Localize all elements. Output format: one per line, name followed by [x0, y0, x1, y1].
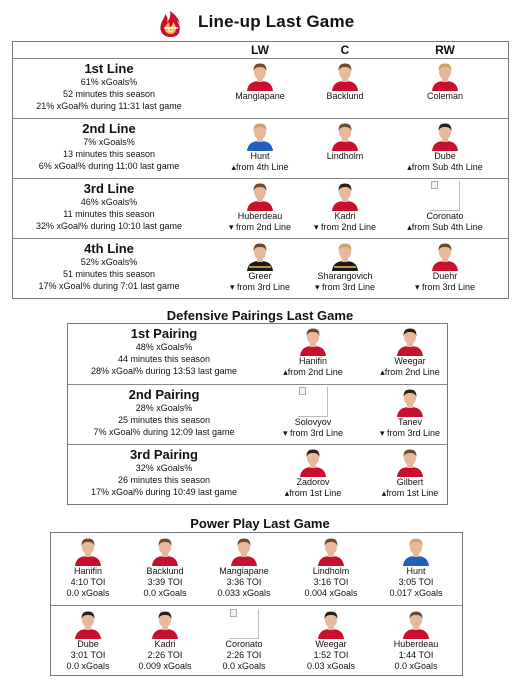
- player-toi: 3:36 TOI: [226, 577, 262, 587]
- player-card[interactable]: [295, 121, 395, 162]
- player-name: Gilbert: [396, 477, 424, 487]
- player-line-change: ▴from 2nd Line: [380, 367, 440, 377]
- unit-last-game: 28% xGoal% during 13:53 last game: [90, 366, 238, 376]
- player-line-change: ▾ from 3rd Line: [314, 282, 376, 292]
- player-toi: 2:26 TOI: [226, 650, 262, 660]
- player-toi: 3:01 TOI: [70, 650, 106, 660]
- player-headshot: [395, 326, 425, 356]
- unit-minutes: 13 minutes this season: [62, 149, 156, 159]
- player-xgoals: 0.033 xGoals: [217, 588, 271, 598]
- unit-minutes: 25 minutes this season: [117, 415, 211, 425]
- player-line-change: ▴from 1st Line: [284, 488, 342, 498]
- player-xgoals: 0.0 xGoals: [394, 661, 438, 671]
- player-headshot: [430, 121, 460, 151]
- power-play-table: [50, 532, 463, 676]
- player-line-change: ▾ from 3rd Line: [414, 282, 476, 292]
- column-header-rw: RW: [435, 43, 455, 57]
- player-headshot: [316, 609, 346, 639]
- player-name: Hunt: [406, 566, 426, 576]
- player-headshot: [73, 609, 103, 639]
- player-xgoals: 0.0 xGoals: [66, 588, 110, 598]
- player-name: Tanev: [397, 417, 423, 427]
- player-card[interactable]: [395, 181, 495, 233]
- unit-last-game: 32% xGoal% during 10:10 last game: [35, 221, 183, 231]
- player-photo-missing: [298, 387, 328, 417]
- player-headshot: [316, 536, 346, 566]
- unit-info: [13, 61, 205, 112]
- player-name: Backlund: [326, 91, 364, 101]
- player-headshot: [395, 447, 425, 477]
- player-name: Huberdeau: [393, 639, 439, 649]
- player-xgoals: 0.0 xGoals: [222, 661, 266, 671]
- player-headshot: [395, 387, 425, 417]
- player-headshot: [401, 536, 431, 566]
- flames-logo: [156, 10, 186, 38]
- lineup-table: [12, 41, 509, 299]
- defensive-pairings-table: [67, 323, 448, 505]
- forward-line-row: [13, 238, 508, 298]
- player-name: Backlund: [146, 566, 184, 576]
- unit-info: [68, 387, 260, 438]
- unit-title: 3rd Line: [83, 181, 135, 196]
- column-headers: [13, 42, 508, 59]
- power-play-row: [51, 605, 462, 677]
- player-headshot: [229, 536, 259, 566]
- power-play-player-card[interactable]: [204, 609, 284, 672]
- page-header: [0, 8, 520, 40]
- power-play-section-title: Power Play Last Game: [190, 516, 330, 531]
- player-name: Weegar: [394, 356, 426, 366]
- player-card[interactable]: [395, 241, 495, 293]
- player-headshot: [298, 447, 328, 477]
- player-name: Duehr: [432, 271, 458, 281]
- player-headshot: [330, 121, 360, 151]
- unit-info: [68, 447, 260, 498]
- player-toi: 3:05 TOI: [398, 577, 434, 587]
- player-line-change: ▾ from 2nd Line: [228, 222, 292, 232]
- player-xgoals: 0.009 xGoals: [138, 661, 192, 671]
- player-toi: 2:26 TOI: [147, 650, 183, 660]
- player-photo-missing: [430, 181, 460, 211]
- player-name: Lindholm: [326, 151, 364, 161]
- unit-minutes: 52 minutes this season: [62, 89, 156, 99]
- forward-line-row: [13, 118, 508, 178]
- unit-xgoals-pct: 7% xGoals%: [83, 137, 135, 147]
- unit-minutes: 51 minutes this season: [62, 269, 156, 279]
- unit-title: 1st Line: [84, 61, 134, 76]
- unit-info: [13, 181, 205, 232]
- player-toi: 1:44 TOI: [398, 650, 434, 660]
- player-line-change: ▴from Sub 4th Line: [407, 222, 483, 232]
- player-headshot: [150, 536, 180, 566]
- unit-xgoals-pct: 28% xGoals%: [135, 403, 193, 413]
- player-headshot: [430, 61, 460, 91]
- player-xgoals: 0.017 xGoals: [389, 588, 443, 598]
- player-headshot: [245, 121, 275, 151]
- player-headshot: [330, 61, 360, 91]
- broken-image-icon: [230, 609, 237, 617]
- player-name: Hanifin: [298, 356, 327, 366]
- player-headshot: [245, 181, 275, 211]
- unit-minutes: 11 minutes this season: [63, 209, 155, 219]
- player-name: Lindholm: [312, 566, 350, 576]
- player-line-change: ▾ from 3rd Line: [282, 428, 344, 438]
- player-name: Kadri: [334, 211, 356, 221]
- power-play-row: [51, 533, 462, 605]
- broken-image-icon: [431, 181, 438, 189]
- player-name: Sharangovich: [317, 271, 373, 281]
- power-play-player-card[interactable]: [48, 536, 128, 599]
- player-card[interactable]: [395, 121, 495, 173]
- player-name: Dube: [434, 151, 456, 161]
- defense-section-title: Defensive Pairings Last Game: [166, 308, 354, 323]
- player-headshot: [330, 181, 360, 211]
- unit-xgoals-pct: 46% xGoals%: [80, 197, 138, 207]
- player-card[interactable]: [395, 61, 495, 102]
- player-name: Kadri: [154, 639, 176, 649]
- player-name: Huberdeau: [237, 211, 283, 221]
- unit-last-game: 17% xGoal% during 10:49 last game: [90, 487, 238, 497]
- defense-pairing-row: [68, 324, 447, 384]
- player-toi: 4:10 TOI: [70, 577, 106, 587]
- player-card[interactable]: [295, 61, 395, 102]
- player-xgoals: 0.004 xGoals: [304, 588, 358, 598]
- player-name: Zadorov: [296, 477, 330, 487]
- player-headshot: [330, 241, 360, 271]
- unit-last-game: 17% xGoal% during 7:01 last game: [38, 281, 180, 291]
- player-line-change: ▴from 4th Line: [231, 162, 289, 172]
- player-name: Coronato: [426, 211, 464, 221]
- player-headshot: [245, 241, 275, 271]
- defense-pairing-row: [68, 444, 447, 504]
- player-line-change: ▾ from 3rd Line: [229, 282, 291, 292]
- player-line-change: ▾ from 2nd Line: [313, 222, 377, 232]
- player-card[interactable]: [263, 447, 363, 499]
- player-headshot: [430, 241, 460, 271]
- page-title: Line-up Last Game: [198, 12, 355, 31]
- player-name: Mangiapane: [219, 566, 269, 576]
- power-play-player-card[interactable]: [125, 609, 205, 672]
- player-xgoals: 0.0 xGoals: [143, 588, 187, 598]
- power-play-player-card[interactable]: [204, 536, 284, 599]
- player-toi: 3:16 TOI: [313, 577, 349, 587]
- player-name: Hunt: [250, 151, 270, 161]
- player-card[interactable]: [360, 326, 460, 378]
- power-play-player-card[interactable]: [291, 536, 371, 599]
- player-card[interactable]: [295, 181, 395, 233]
- power-play-player-card[interactable]: [291, 609, 371, 672]
- unit-last-game: 6% xGoal% during 11:00 last game: [38, 161, 180, 171]
- power-play-player-card[interactable]: [125, 536, 205, 599]
- player-name: Dube: [77, 639, 99, 649]
- player-headshot: [73, 536, 103, 566]
- player-toi: 1:52 TOI: [313, 650, 349, 660]
- player-card[interactable]: [360, 387, 460, 439]
- unit-title: 1st Pairing: [130, 326, 198, 341]
- player-toi: 3:39 TOI: [147, 577, 183, 587]
- unit-info: [13, 121, 205, 172]
- player-name: Solovyov: [294, 417, 332, 427]
- player-card[interactable]: [263, 326, 363, 378]
- unit-minutes: 26 minutes this season: [117, 475, 211, 485]
- unit-title: 4th Line: [84, 241, 134, 256]
- unit-xgoals-pct: 32% xGoals%: [135, 463, 193, 473]
- column-header-lw: LW: [251, 43, 269, 57]
- player-card[interactable]: [263, 387, 363, 439]
- unit-xgoals-pct: 52% xGoals%: [80, 257, 138, 267]
- forward-line-row: [13, 58, 508, 118]
- unit-xgoals-pct: 61% xGoals%: [80, 77, 138, 87]
- unit-minutes: 44 minutes this season: [117, 354, 211, 364]
- player-line-change: ▴from 1st Line: [381, 488, 439, 498]
- player-card[interactable]: [360, 447, 460, 499]
- power-play-player-card[interactable]: [376, 536, 456, 599]
- player-headshot: [245, 61, 275, 91]
- player-name: Weegar: [315, 639, 347, 649]
- player-name: Mangiapane: [235, 91, 285, 101]
- unit-title: 2nd Line: [82, 121, 136, 136]
- unit-last-game: 21% xGoal% during 11:31 last game: [36, 101, 182, 111]
- forward-line-row: [13, 178, 508, 238]
- player-line-change: ▴from Sub 4th Line: [407, 162, 483, 172]
- unit-xgoals-pct: 48% xGoals%: [135, 342, 193, 352]
- svg-text:C: C: [168, 27, 174, 34]
- unit-info: [13, 241, 205, 292]
- broken-image-icon: [299, 387, 306, 395]
- defense-pairing-row: [68, 384, 447, 444]
- player-xgoals: 0.0 xGoals: [66, 661, 110, 671]
- player-name: Greer: [248, 271, 272, 281]
- unit-title: 2nd Pairing: [128, 387, 200, 402]
- player-headshot: [150, 609, 180, 639]
- column-header-c: C: [340, 43, 350, 57]
- player-line-change: ▴from 2nd Line: [283, 367, 343, 377]
- unit-title: 3rd Pairing: [130, 447, 198, 462]
- unit-info: [68, 326, 260, 377]
- player-name: Hanifin: [73, 566, 102, 576]
- player-photo-missing: [229, 609, 259, 639]
- player-xgoals: 0.03 xGoals: [306, 661, 356, 671]
- player-card[interactable]: [295, 241, 395, 293]
- player-headshot: [401, 609, 431, 639]
- player-name: Coronato: [225, 639, 263, 649]
- player-headshot: [298, 326, 328, 356]
- player-line-change: ▾ from 3rd Line: [379, 428, 441, 438]
- player-name: Coleman: [426, 91, 464, 101]
- power-play-player-card[interactable]: [376, 609, 456, 672]
- power-play-player-card[interactable]: [48, 609, 128, 672]
- unit-last-game: 7% xGoal% during 12:09 last game: [93, 427, 235, 437]
